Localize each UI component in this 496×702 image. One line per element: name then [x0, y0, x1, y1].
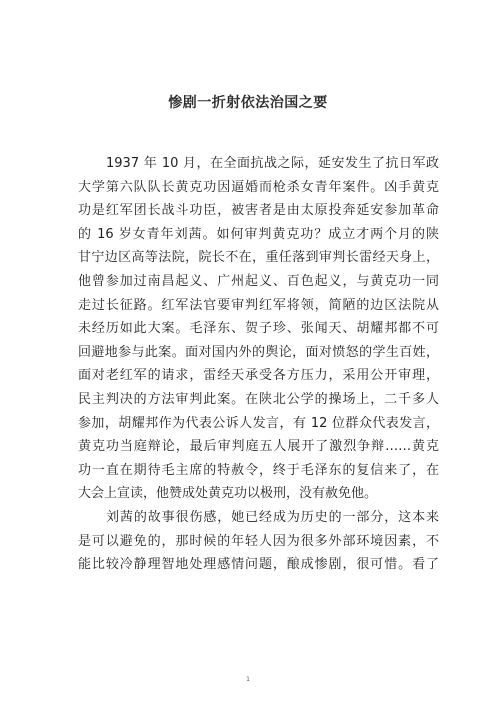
- text-line: 功一直在期待毛主席的特赦令，终于毛泽东的复信来了，在: [78, 462, 439, 478]
- text-line: 走过长征路。红军法官要审判红军将领，简陋的边区法院从: [78, 297, 439, 313]
- page-number: 1: [246, 676, 250, 683]
- paragraph: [78, 152, 439, 506]
- text-line: 未经历如此大案。毛泽东、贺子珍、张闻天、胡耀邦都不可: [78, 321, 439, 337]
- text-line: 的 16 岁女青年刘茜。如何审判黄克功？成立才两个月的陕: [78, 226, 439, 242]
- text-line: 甘宁边区高等法院，院长不在，重任落到审判长雷经天身上，: [78, 250, 439, 266]
- text-line: 回避地参与此案。面对国内外的舆论，面对愤怒的学生百姓，: [78, 344, 439, 360]
- text-line: 能比较冷静理智地处理感情问题，酿成惨剧，很可惜。看了: [78, 557, 439, 573]
- text-line: 民主判决的方法审判此案。在陕北公学的操场上，二千多人: [78, 391, 439, 407]
- text-line: 是可以避免的，那时候的年轻人因为很多外部环境因素，不: [78, 533, 439, 549]
- text-line: 1937 年 10 月，在全面抗战之际，延安发生了抗日军政: [106, 156, 439, 171]
- text-line: 面对老红军的请求，雷经天承受各方压力，采用公开审理，: [78, 368, 439, 384]
- text-line: 大会上宣读，他赞成处黄克功以极刑，没有赦免他。: [78, 486, 378, 502]
- text-line: 参加，胡耀邦作为代表公诉人发言，有 12 位群众代表发言，: [78, 415, 439, 431]
- text-line: 大学第六队队长黄克功因逼婚而枪杀女青年案件。凶手黄克: [78, 179, 439, 195]
- text-line: 黄克功当庭辩论，最后审判庭五人展开了激烈争辩……黄克: [78, 439, 439, 455]
- document-body: [78, 152, 439, 577]
- document-title: 惨剧一折射依法治国之要: [168, 95, 328, 111]
- paragraph: [78, 506, 439, 577]
- text-line: 功是红军团长战斗功臣，被害者是由太原投奔延安参加革命: [78, 203, 439, 219]
- text-line: 刘茜的故事很伤感，她已经成为历史的一部分，这本来: [106, 509, 439, 525]
- text-line: 他曾参加过南昌起义、广州起义、百色起义，与黄克功一同: [78, 273, 439, 289]
